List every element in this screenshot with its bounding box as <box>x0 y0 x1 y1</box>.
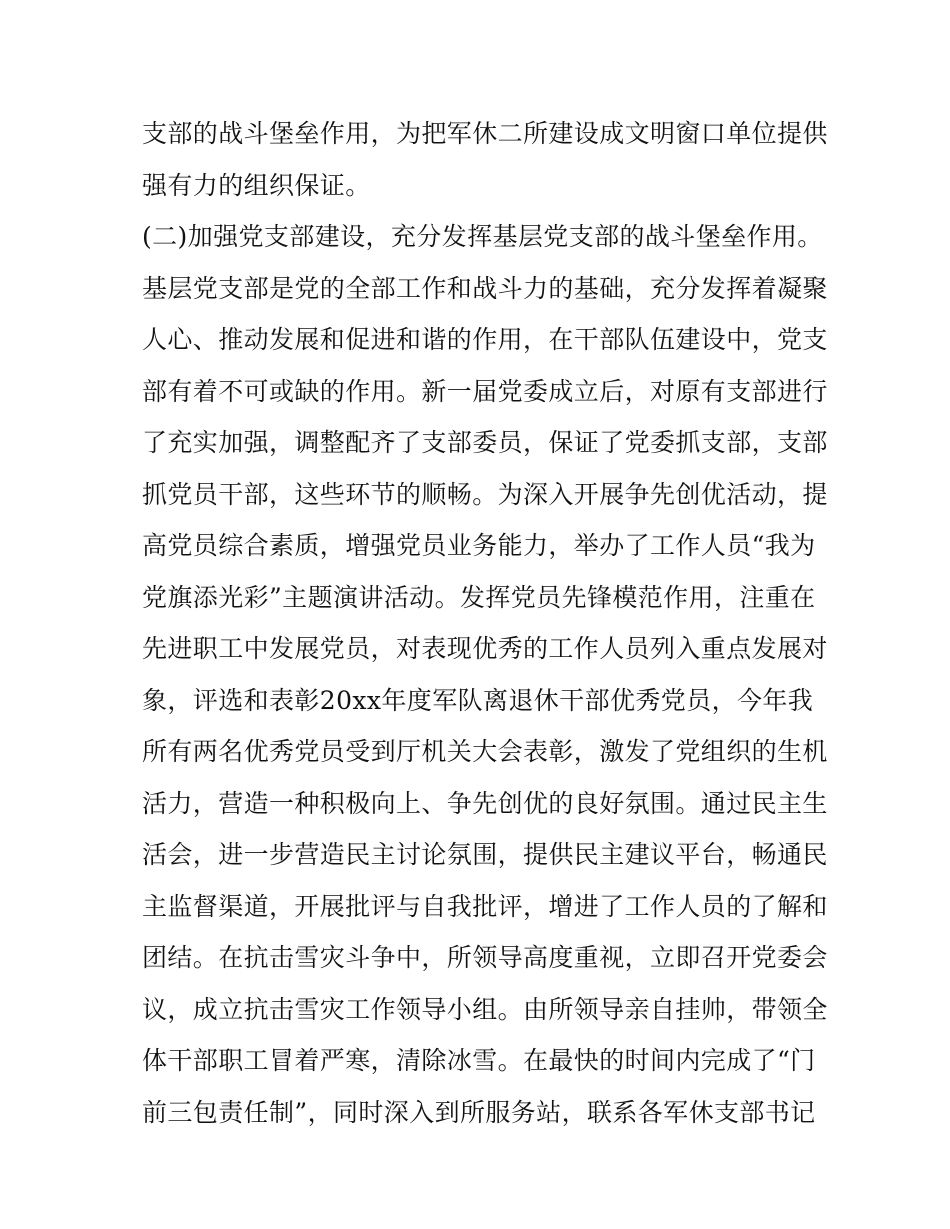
text-line: 高党员综合素质，增强党员业务能力，举办了工作人员“我为 <box>142 531 816 560</box>
body-text <box>142 108 828 1138</box>
text-line: 强有力的组织保证。 <box>142 170 371 200</box>
section-heading-line: (二)加强党支部建设，充分发挥基层党支部的战斗堡垒作用。 <box>142 222 823 251</box>
text-line: 部有着不可或缺的作用。新一届党委成立后，对原有支部进行 <box>142 376 828 406</box>
text-line: 团结。在抗击雪灾斗争中，所领导高度重视，立即召开党委会 <box>142 943 828 972</box>
text-line: 活会，进一步营造民主讨论氛围，提供民主建议平台，畅通民 <box>142 840 828 869</box>
text-line: 基层党支部是党的全部工作和战斗力的基础，充分发挥着凝聚 <box>142 273 828 303</box>
text-line: 主监督渠道，开展批评与自我批评，增进了工作人员的了解和 <box>142 891 828 921</box>
text-line: 象，评选和表彰20xx年度军队离退休干部优秀党员，今年我 <box>142 685 814 715</box>
text-line: 党旗添光彩”主题演讲活动。发挥党员先锋模范作用，注重在 <box>142 582 816 612</box>
text-line: 先进职工中发展党员，对表现优秀的工作人员列入重点发展对 <box>142 634 828 663</box>
text-line: 了充实加强，调整配齐了支部委员，保证了党委抓支部，支部 <box>142 428 828 457</box>
text-line: 前三包责任制”，同时深入到所服务站，联系各军休支部书记 <box>142 1097 816 1127</box>
text-line: 人心、推动发展和促进和谐的作用，在干部队伍建设中，党支 <box>142 325 828 354</box>
text-line: 所有两名优秀党员受到厅机关大会表彰，激发了党组织的生机 <box>142 737 828 766</box>
text-line: 活力，营造一种积极向上、争先创优的良好氛围。通过民主生 <box>142 788 828 818</box>
text-line: 体干部职工冒着严寒，清除冰雪。在最快的时间内完成了“门 <box>142 1046 816 1075</box>
text-line: 抓党员干部，这些环节的顺畅。为深入开展争先创优活动，提 <box>142 479 828 509</box>
text-line: 议，成立抗击雪灾工作领导小组。由所领导亲自挂帅，带领全 <box>142 994 828 1024</box>
text-line: 支部的战斗堡垒作用，为把军休二所建设成文明窗口单位提供 <box>142 119 828 148</box>
